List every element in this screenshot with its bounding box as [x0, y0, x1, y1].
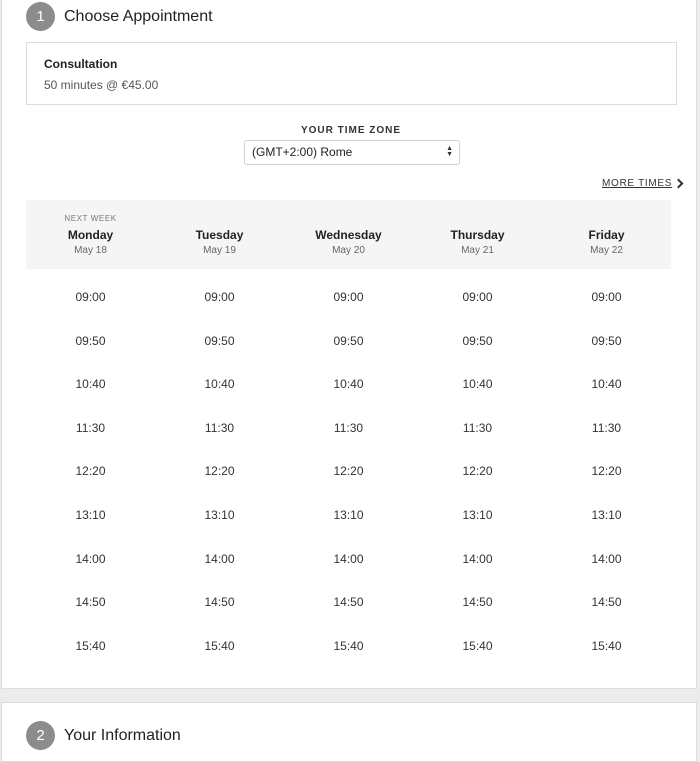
step-number-badge: 2: [26, 721, 55, 750]
timezone-selected-value: (GMT+2:00) Rome: [252, 145, 353, 159]
your-information-panel: [1, 702, 697, 762]
service-detail: 50 minutes @ €45.00: [44, 78, 159, 92]
day-name: Tuesday: [195, 228, 244, 242]
day-column-header: [155, 200, 284, 269]
time-slot[interactable]: 12:20: [333, 464, 364, 479]
day-name: Monday: [67, 228, 114, 242]
day-date: May 19: [203, 245, 236, 256]
time-slot[interactable]: 09:50: [333, 333, 364, 348]
step-title: Your Information: [64, 726, 181, 744]
day-date: May 20: [332, 245, 365, 256]
time-slot[interactable]: 14:00: [591, 551, 622, 566]
time-slot[interactable]: 14:50: [462, 595, 493, 610]
time-slot[interactable]: 09:50: [462, 333, 493, 348]
time-slot[interactable]: 13:10: [75, 508, 106, 522]
service-name: Consultation: [44, 57, 118, 71]
time-slot[interactable]: 14:50: [204, 595, 235, 610]
time-slot[interactable]: 09:50: [591, 333, 622, 348]
time-slot[interactable]: 12:20: [75, 464, 106, 479]
day-name: Thursday: [450, 228, 505, 242]
time-slot[interactable]: 09:00: [333, 290, 364, 304]
time-slot[interactable]: 11:30: [204, 420, 235, 435]
time-slot[interactable]: 14:00: [204, 551, 235, 566]
time-slot[interactable]: 13:10: [204, 508, 235, 522]
day-column-header: [413, 200, 542, 269]
time-slot[interactable]: 15:40: [333, 638, 364, 653]
time-slot[interactable]: 14:00: [333, 551, 364, 566]
time-slot[interactable]: 13:10: [591, 508, 622, 522]
time-slot[interactable]: 09:50: [204, 333, 235, 348]
time-slot[interactable]: 15:40: [75, 638, 106, 653]
up-down-arrows-icon: ▲ ▼: [446, 145, 453, 158]
time-slot[interactable]: 09:00: [462, 290, 493, 304]
time-slot[interactable]: 14:00: [462, 551, 493, 566]
time-slot[interactable]: 11:30: [591, 420, 622, 435]
time-slot[interactable]: 12:20: [462, 464, 493, 479]
chevron-right-icon: [674, 179, 684, 189]
day-date: May 18: [74, 245, 107, 256]
time-slot[interactable]: 14:50: [591, 595, 622, 610]
time-slot[interactable]: 10:40: [75, 377, 106, 392]
step-1-header: [26, 2, 213, 31]
day-date: May 22: [590, 245, 623, 256]
time-slot[interactable]: 11:30: [75, 420, 106, 435]
day-date: May 21: [461, 245, 494, 256]
time-slot[interactable]: 10:40: [333, 377, 364, 392]
next-week-label: NEXT WEEK: [64, 214, 117, 223]
step-2-header: [26, 721, 181, 750]
step-number-badge: 1: [26, 2, 55, 31]
time-slot[interactable]: 09:50: [75, 333, 106, 348]
time-slot[interactable]: 09:00: [75, 290, 106, 304]
time-slot[interactable]: 14:00: [75, 551, 106, 566]
time-slot[interactable]: 11:30: [333, 420, 364, 435]
day-column-header: [542, 200, 671, 269]
time-slot[interactable]: 15:40: [204, 638, 235, 653]
step-title: Choose Appointment: [64, 7, 213, 25]
timezone-label: YOUR TIME ZONE: [300, 125, 402, 136]
timezone-select[interactable]: [244, 140, 460, 165]
day-column-header: [284, 200, 413, 269]
time-slot[interactable]: 12:20: [591, 464, 622, 479]
days-header: [26, 200, 671, 269]
choose-appointment-panel: [1, 0, 697, 689]
time-slot[interactable]: 09:00: [591, 290, 622, 304]
time-slot[interactable]: 09:00: [204, 290, 235, 304]
time-slot[interactable]: 10:40: [462, 377, 493, 392]
day-name: Wednesday: [315, 228, 382, 242]
time-slot[interactable]: 14:50: [75, 595, 106, 610]
time-slot[interactable]: 10:40: [591, 377, 622, 392]
service-card: [26, 42, 677, 105]
more-times-label: MORE TIMES: [602, 178, 673, 189]
day-column-header: [26, 200, 155, 269]
time-slot[interactable]: 10:40: [204, 377, 235, 392]
time-slot[interactable]: 11:30: [462, 420, 493, 435]
more-times-link[interactable]: [602, 178, 682, 189]
time-slot[interactable]: 14:50: [333, 595, 364, 610]
time-slot[interactable]: 12:20: [204, 464, 235, 479]
day-name: Friday: [588, 228, 625, 242]
time-slot[interactable]: 15:40: [462, 638, 493, 653]
time-slot[interactable]: 13:10: [333, 508, 364, 522]
time-slot[interactable]: 15:40: [591, 638, 622, 653]
time-slot[interactable]: 13:10: [462, 508, 493, 522]
